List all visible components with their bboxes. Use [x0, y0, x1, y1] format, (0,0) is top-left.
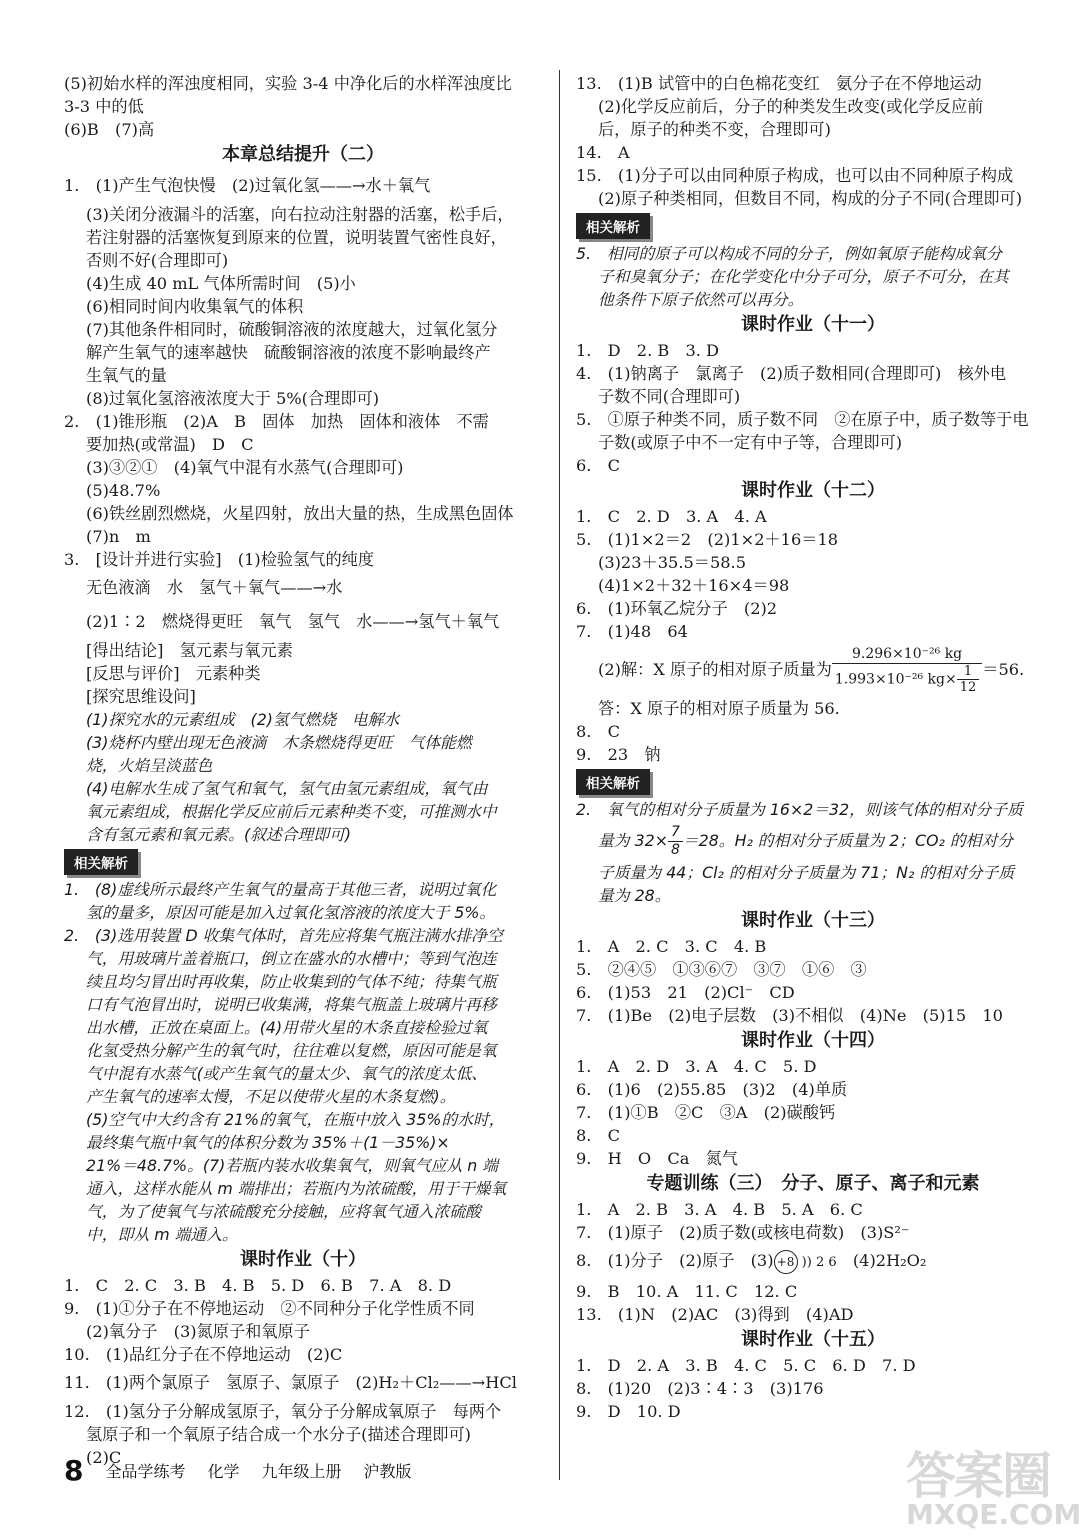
text-line: 10. (1)品红分子在不停地运动 (2)C: [64, 1345, 343, 1364]
text-line: 后，原子的种类不变，合理即可): [598, 120, 831, 139]
text-line: 3. [设计并进行实验] (1)检验氢气的纯度: [64, 550, 375, 569]
text-line: 9. (1)①分子在不停地运动 ②不同种分子化学性质不同: [64, 1299, 475, 1318]
text-line: (8)过氧化氢溶液浓度大于 5%(合理即可): [86, 389, 380, 408]
text-line: 13. (1)B 试管中的白色棉花变红 氨分子在不停地运动: [576, 74, 982, 93]
text-line: 6. (1)6 (2)55.85 (3)2 (4)单质: [576, 1080, 848, 1099]
section-heading: 课时作业（十五）: [741, 1329, 885, 1350]
page-number: 8: [64, 1453, 84, 1487]
text-line: 解产生氧气的速率越快 硫酸铜溶液的浓度不影响最终产: [86, 343, 491, 362]
text-line: (7)其他条件相同时，硫酸铜溶液的浓度越大，过氧化氢分: [86, 320, 498, 339]
text-line: (6)B (7)高: [64, 120, 155, 139]
watermark-logo: 答案圈 MXQE.COM: [906, 1447, 1082, 1531]
text-line: 12. (1)氢分子分解成氢原子，氧分子分解成氧原子 每两个: [64, 1402, 502, 1421]
text-line: 9. B 10. A 11. C 12. C: [576, 1282, 798, 1301]
text-line: [探究思维设问]: [86, 687, 196, 706]
text-line: (7)n m: [86, 527, 151, 546]
text-line: 产生氧气的速率太慢，不足以使带火星的木条复燃)。: [86, 1087, 456, 1106]
text-line: 子数(或原子中不一定有中子等，合理即可): [598, 433, 903, 452]
text-line: 1. A 2. C 3. C 4. B: [576, 937, 767, 956]
text-line: 9. D 10. D: [576, 1402, 681, 1421]
page-footer: [64, 1452, 434, 1488]
text-line: (3)关闭分液漏斗的活塞，向右拉动注射器的活塞，松手后，: [86, 205, 514, 224]
text-line: (4)1×2＋32＋16×4＝98: [598, 576, 790, 595]
text-line: 2. 氧气的相对分子质量为 16×2＝32，则该气体的相对分子质: [576, 800, 1023, 819]
text-line: (4)电解水生成了氢气和氧气，氢气由氢元素组成，氧气由: [86, 779, 488, 798]
text-line: (2)原子种类相同，但数目不同，构成的分子不同(合理即可): [598, 189, 1023, 208]
reaction-arrow: ——→: [280, 578, 327, 597]
text-line: 1. (8)虚线所示最终产生氧气的量高于其他三者，说明过氧化: [64, 880, 497, 899]
text-line: 含有氢元素和氧元素。(叙述合理即可): [86, 825, 352, 844]
text-line: 通入，这样水能从 m 端排出；若瓶内为浓硫酸，用于干燥氧: [86, 1179, 507, 1198]
text-line: 3-3 中的低: [64, 97, 144, 116]
text-line: 5. ②④⑤ ①③⑥⑦ ③⑦ ①⑥ ③: [576, 960, 867, 979]
text-line: 氢原子和一个氧原子结合成一个水分子(描述合理即可): [86, 1425, 471, 1444]
text-line: 7. (1)48 64: [576, 622, 688, 641]
analysis-badge: 相关解析: [576, 769, 650, 795]
text-line: 气中混有水蒸气(或产生氧气的量太少、氧气的浓度太低、: [86, 1064, 488, 1083]
fraction-line: 量为 32× $\frac{7}{8}$ ＝28。H₂ 的相对分子质量为 2；CO₂ 的相对分: [598, 824, 1014, 858]
text-line: (3)烧杯内壁出现无色液滴 木条燃烧得更旺 气体能燃: [86, 733, 472, 752]
text-line: 氢的量多，原因可能是加入过氧化氢溶液的浓度大于 5%。: [86, 903, 496, 922]
equation-line: (2)1∶2 燃烧得更旺 氧气 氢气 水 ——→氢气＋氧气: [64, 605, 542, 639]
text-line: 1. D 2. A 3. B 4. C 5. C 6. D 7. D: [576, 1356, 916, 1375]
text-line: 5. (1)1×2＝2 (2)1×2＋16＝18: [576, 530, 839, 549]
text-line: 14. A: [576, 143, 630, 162]
text-line: 否则不好(合理即可): [86, 251, 229, 270]
text-line: 9. 23 钠: [576, 745, 661, 764]
section-heading: 课时作业（十一）: [741, 314, 885, 335]
text-line: 他条件下原子依然可以再分。: [598, 290, 804, 309]
fraction-line: (2)解：X 原子的相对原子质量为 9.296×10⁻²⁶ kg 1.993×10⁻²⁶ kg× $\frac{1}{12}$ ＝56.: [598, 646, 1025, 695]
section-heading: 课时作业（十）: [240, 1249, 366, 1270]
text-line: 1. C 2. C 3. B 4. B 5. D 6. B 7. A 8. D: [64, 1276, 452, 1295]
text-line: 21%＝48.7%。(7)若瓶内装水收集氧气，则氧气应从 n 端: [86, 1156, 499, 1175]
text-line: 中，即从 m 端通入。: [86, 1225, 238, 1244]
text-line: [得出结论] 氢元素与氧元素: [86, 641, 293, 660]
section-heading: 课时作业（十三）: [741, 910, 885, 931]
section-heading: 专题训练（三） 分子、原子、离子和元素: [646, 1173, 980, 1194]
text-line: 4. (1)钠离子 氯离子 (2)质子数相同(合理即可) 核外电: [576, 364, 1007, 383]
atom-structure-line: 8. (1)分子 (2)原子 (3) +8 )) 2 6 (4)2H₂O₂: [576, 1244, 1050, 1280]
equation-line: 1. (1)产生气泡快慢 (2)过氧化氢 ——→水＋氧气: [64, 169, 542, 203]
text-line: 5. 相同的原子可以构成不同的分子，例如氧原子能构成氧分: [576, 244, 1002, 263]
text-line: 续且均匀冒出时再收集，防止收集到的气体不纯；待集气瓶: [86, 972, 497, 991]
grade-label: 九年级上册: [261, 1461, 342, 1481]
text-line: 子质量为 44；Cl₂ 的相对分子质量为 71；N₂ 的相对分子质: [598, 863, 1015, 882]
section-heading: 课时作业（十四）: [741, 1030, 885, 1051]
text-line: (5)初始水样的浑浊度相同，实验 3-4 中净化后的水样浑浊度比: [64, 74, 512, 93]
section-heading: 课时作业（十二）: [741, 480, 885, 501]
nucleus-icon: +8: [774, 1250, 798, 1274]
text-line: 15. (1)分子可以由同种原子构成，也可以由不同种原子构成: [576, 166, 1014, 185]
edition-label: 沪教版: [363, 1461, 412, 1481]
text-line: 8. (1)20 (2)3∶4∶3 (3)176: [576, 1379, 824, 1398]
text-line: 6. C: [576, 456, 621, 475]
text-line: 5. ①原子种类不同，质子数不同 ②在原子中，质子数等于电: [576, 410, 1029, 429]
text-line: 最终集气瓶中氧气的体积分数为 35%＋(1－35%)×: [86, 1133, 450, 1152]
text-line: 气，用玻璃片盖着瓶口，倒立在盛水的水槽中；等到气泡连: [86, 949, 497, 968]
text-line: 8. C: [576, 1126, 621, 1145]
text-line: 子和臭氧分子；在化学变化中分子可分，原子不可分，在其: [598, 267, 1009, 286]
text-line: 9. H O Ca 氮气: [576, 1149, 738, 1168]
equation-line: 无色液滴 水 氢气＋氧气 ——→水: [64, 571, 542, 605]
text-line: 生氧气的量: [86, 366, 167, 385]
reaction-arrow: ——→: [372, 612, 419, 631]
text-line: 7. (1)①B ②C ③A (2)碳酸钙: [576, 1103, 836, 1122]
text-line: 要加热(或常温) D C: [86, 435, 254, 454]
text-line: 烧，火焰呈淡蓝色: [86, 756, 213, 775]
reaction-arrow: ——→: [439, 1373, 486, 1392]
text-line: 7. (1)原子 (2)质子数(或核电荷数) (3)S²⁻: [576, 1223, 910, 1242]
text-line: 口有气泡冒出时，说明已收集满，将集气瓶盖上玻璃片再移: [86, 995, 497, 1014]
text-line: (6)铁丝剧烈燃烧，火星四射，放出大量的热，生成黑色固体: [86, 504, 514, 523]
left-column: [64, 72, 542, 1469]
text-line: (2)氧分子 (3)氮原子和氧原子: [86, 1322, 310, 1341]
series-name: 全品学练考: [105, 1461, 186, 1481]
text-line: 答：X 原子的相对原子质量为 56.: [598, 699, 840, 718]
section-heading: 本章总结提升（二）: [222, 144, 384, 165]
text-line: (3)23＋35.5＝58.5: [598, 553, 746, 572]
text-line: 子数不同(合理即可): [598, 387, 741, 406]
text-line: [反思与评价] 元素种类: [86, 664, 261, 683]
text-line: (6)相同时间内收集氧气的体积: [86, 297, 304, 316]
text-line: (5)48.7%: [86, 481, 161, 500]
text-line: 量为 28。: [598, 886, 671, 905]
right-column: [576, 72, 1050, 1423]
text-line: 化氢受热分解产生的氧气时，往往难以复燃，原因可能是氧: [86, 1041, 497, 1060]
text-line: (2)化学反应前后，分子的种类发生改变(或化学反应前: [598, 97, 984, 116]
text-line: 2. (3)选用装置 D 收集气体时，首先应将集气瓶注满水排净空: [64, 926, 503, 945]
text-line: 7. (1)Be (2)电子层数 (3)不相似 (4)Ne (5)15 10: [576, 1006, 1003, 1025]
text-line: (5)空气中大约含有 21%的氧气，在瓶中放入 35%的水时，: [86, 1110, 505, 1129]
text-line: 1. A 2. D 3. A 4. C 5. D: [576, 1057, 817, 1076]
text-line: 2. (1)锥形瓶 (2)A B 固体 加热 固体和液体 不需: [64, 412, 489, 431]
fraction: $\frac{7}{8}$: [668, 824, 683, 859]
text-line: 6. (1)环氧乙烷分子 (2)2: [576, 599, 778, 618]
text-line: 1. D 2. B 3. D: [576, 341, 720, 360]
text-line: 1. A 2. B 3. A 4. B 5. A 6. C: [576, 1200, 863, 1219]
text-line: 8. C: [576, 722, 621, 741]
text-line: (2)C: [86, 1448, 122, 1467]
text-line: 气，为了使氧气与浓硫酸充分接触，应将氧气通入浓硫酸: [86, 1202, 481, 1221]
text-line: 13. (1)N (2)AC (3)得到 (4)AD: [576, 1305, 854, 1324]
text-line: 氧元素组成，根据化学反应前后元素种类不变，可推测水中: [86, 802, 497, 821]
fraction: 9.296×10⁻²⁶ kg 1.993×10⁻²⁶ kg× $\frac{1}{12}$: [832, 646, 982, 695]
column-divider: [559, 70, 560, 1480]
text-line: 出水槽，正放在桌面上。(4)用带火星的木条直接检验过氧: [86, 1018, 488, 1037]
text-line: (3)③②① (4)氧气中混有水蒸气(合理即可): [86, 458, 404, 477]
equation-line: 11. (1)两个氯原子 氢原子、氯原子 (2)H₂＋Cl₂ ——→HCl: [64, 1366, 542, 1400]
subject-name: 化学: [207, 1461, 240, 1481]
text-line: (4)生成 40 mL 气体所需时间 (5)小: [86, 274, 356, 293]
text-line: 若注射器的活塞恢复到原来的位置，说明装置气密性良好，: [86, 228, 507, 247]
reaction-arrow: ——→: [319, 176, 366, 195]
analysis-badge: 相关解析: [64, 849, 138, 875]
text-line: (1)探究水的元素组成 (2)氢气燃烧 电解水: [86, 710, 400, 729]
text-line: 6. (1)53 21 (2)Cl⁻ CD: [576, 983, 795, 1002]
text-line: 1. C 2. D 3. A 4. A: [576, 507, 767, 526]
analysis-badge: 相关解析: [576, 213, 650, 239]
